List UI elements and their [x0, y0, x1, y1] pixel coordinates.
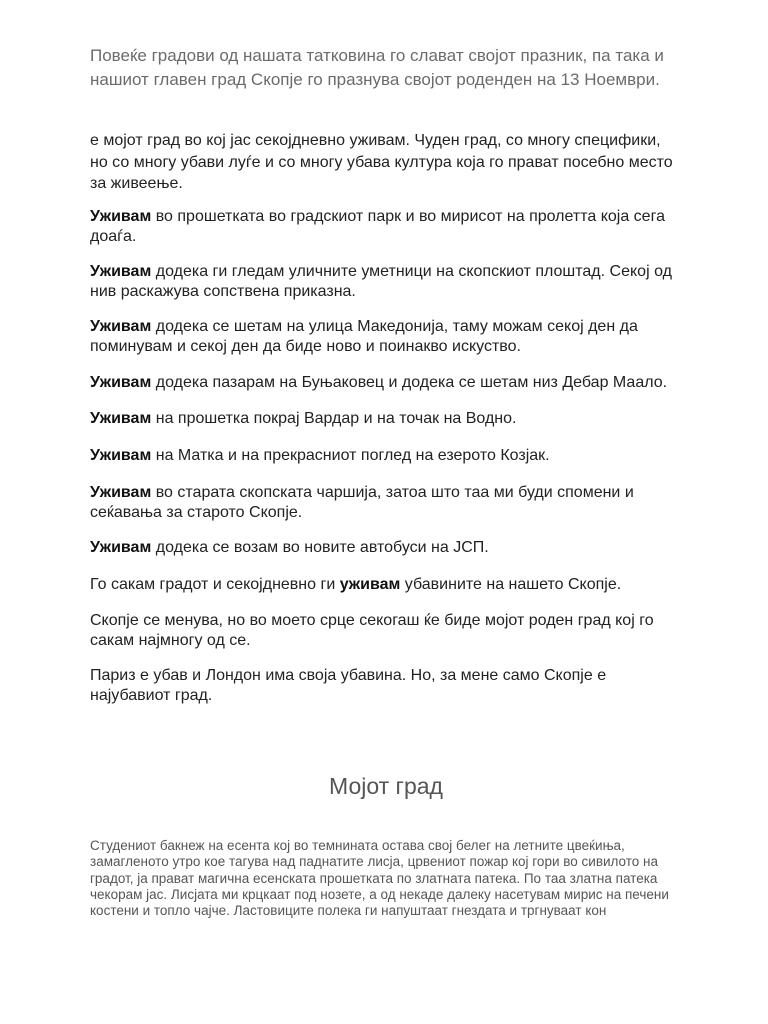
paragraph-market — [90, 373, 682, 393]
paragraph-square — [90, 262, 682, 301]
paragraph-paris-london: Париз е убав и Лондон има своја убавина. Но, за мене само Скопје е најубавиот град. — [90, 667, 607, 704]
paragraph-park — [90, 207, 682, 246]
paragraph-bold-word: Уживам — [90, 318, 152, 335]
paragraph-skopje-changes: Скопје се менува, но во моето срце секогаш ќе биде мојот роден град кој го сакам најмногу од се. — [90, 612, 654, 649]
lead-paragraph: Повеќе градови од нашата татковина го слават својот празник, па така и нашиот главен град Скопје го празнува својот роденден на 13 Ноември. — [90, 46, 664, 89]
paragraph-matka — [90, 446, 682, 466]
paragraph-buses — [90, 538, 682, 558]
paragraph-text: убавините на нашето Скопје. — [400, 576, 622, 593]
paragraph-bold-word: Уживам — [90, 539, 152, 556]
paragraph-bold-word: Уживам — [90, 263, 152, 280]
paragraph-text: Го сакам градот и секојдневно ги — [90, 576, 340, 593]
paragraph-bold-word: уживам — [339, 576, 401, 593]
paragraph-love-city — [90, 575, 682, 595]
paragraph-text: додека ги гледам уличните уметници на скопскиот плоштад. Секој од нив раскажува сопствена приказна. — [90, 263, 672, 300]
paragraph-text: во прошетката во градскиот парк и во мирисот на пролетта која сега доаѓа. — [90, 208, 665, 245]
essay-paragraph: Студениот бакнеж на есента кој во темнината остава свој белег на летните цвеќиња, замагленото утро кое тагува над паднатите лисја, црвениот пожар кој гори во сивилото на градот, ја прават магична есенската прошетката по златната патека. По таа златна патека чекорам јас. Лисјата ми крцкаат под нозете, а од некаде далеку насетувам мирис на печени костени и топло чајче. Ластовиците полека ги напуштаат гнездата и тргнуваат кон — [90, 838, 669, 919]
paragraph-text: додека се шетам на улица Македонија, таму можам секој ден да поминувам и секој ден да биде ново и поинакво искуство. — [90, 318, 638, 355]
paragraph-text: на Матка и на прекрасниот поглед на езерото Козјак. — [151, 447, 550, 464]
paragraph-bold-word: Уживам — [90, 484, 152, 501]
paragraph-text: додека пазарам на Буњаковец и додека се шетам низ Дебар Маало. — [151, 374, 668, 391]
paragraph-bold-word: Уживам — [90, 410, 152, 427]
paragraph-text: во старата скопската чаршија, затоа што таа ми буди спомени и сеќавања за старото Скопје. — [90, 484, 634, 521]
paragraph-vardar — [90, 409, 682, 429]
paragraph-bold-word: Уживам — [90, 208, 152, 225]
paragraph-bold-word: Уживам — [90, 447, 152, 464]
paragraph-text: на прошетка покрај Вардар и на точак на Водно. — [151, 410, 517, 427]
intro-paragraph: е мојот град во кој јас секојдневно уживам. Чуден град, со многу специфики, но со многу убави луѓе и со многу убава култура која го прават посебно место за живеење. — [90, 132, 673, 192]
paragraph-text: додека се возам во новите автобуси на ЈСП. — [151, 539, 489, 556]
paragraph-macedonia-street — [90, 317, 682, 356]
paragraph-bold-word: Уживам — [90, 374, 152, 391]
paragraph-old-bazaar — [90, 483, 682, 522]
section-heading: Мојот град — [329, 773, 443, 799]
